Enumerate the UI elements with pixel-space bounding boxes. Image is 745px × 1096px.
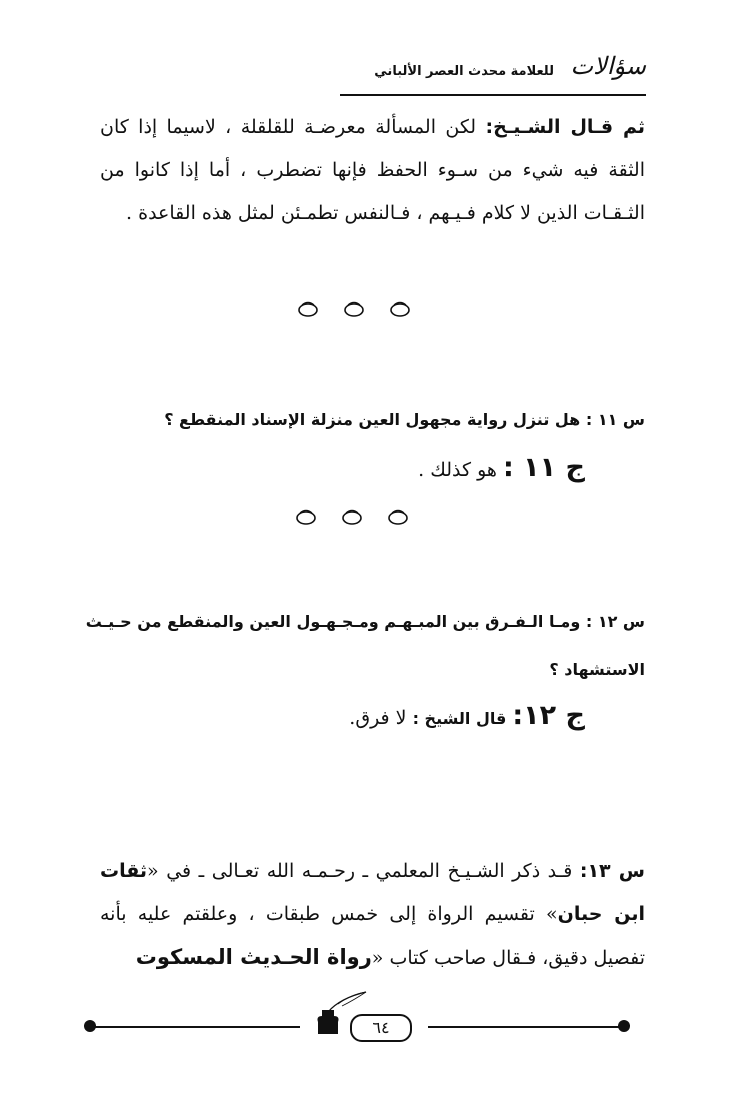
footer-line-left xyxy=(90,1026,300,1028)
footer-line-right xyxy=(428,1026,624,1028)
ornament-icon xyxy=(340,508,364,526)
section-ornament xyxy=(294,508,410,526)
header-subtitle: للعلامة محدث العصر الألباني xyxy=(374,64,554,79)
page-number: ٦٤ xyxy=(350,1014,412,1042)
ornament-icon xyxy=(342,300,366,318)
question-12-line-2: الاستشهاد ؟ xyxy=(549,660,645,679)
header-rule xyxy=(340,94,646,96)
question-text: قـد ذكر الشـيـخ المعلمي ـ رحـمـه الله تعـالى ـ في « xyxy=(147,860,573,882)
book-title: ثقات ابن حبان xyxy=(100,860,645,925)
question-11: س ١١ : هل تنزل رواية مجهول العين منزلة الإسناد المنقطع ؟ xyxy=(164,410,645,429)
answer-speaker: قال الشيخ : xyxy=(412,709,507,728)
section-ornament xyxy=(296,300,412,318)
paragraph-sheikh-answer xyxy=(100,106,645,235)
answer-prefix: ج ١٢: xyxy=(512,700,585,731)
question-text-cont: » تقسيم الرواة إلى خمس طبقات ، وعلقتم عليه بأنه تفصيل دقيق، فـقال صاحب كتاب « xyxy=(100,903,645,969)
header-title: سؤالات xyxy=(570,52,646,80)
answer-text: لا فرق. xyxy=(349,707,407,729)
answer-prefix: ج ١١ : xyxy=(502,452,585,483)
footer-dot-right xyxy=(618,1020,630,1032)
question-13 xyxy=(100,850,645,980)
book-title-2: رواة الحـديث المسكوت xyxy=(135,945,372,969)
speaker-label: ثم قـال الشـيـخ: xyxy=(485,116,645,138)
answer-text: هو كذلك . xyxy=(418,459,497,481)
answer-12 xyxy=(349,700,585,731)
question-12-line-1: س ١٢ : ومـا الـفـرق بين المبـهـم ومـجـهـول العين والمنقطع من حـيـث xyxy=(85,612,645,631)
running-header xyxy=(340,46,646,94)
ornament-icon xyxy=(386,508,410,526)
question-prefix: س ١٣: xyxy=(579,860,645,882)
ornament-icon xyxy=(296,300,320,318)
ornament-icon xyxy=(294,508,318,526)
answer-11 xyxy=(418,452,585,483)
ornament-icon xyxy=(388,300,412,318)
paragraph-text: لكن المسألة معرضـة للقلقلة ، لاسيما إذا كان الثقة فيه شيء من سـوء الحفظ فإنها تضطرب ، أما إذا كانوا من الثـقـات الذين لا كلام فـيـهم ، فـالنفس تطمـئن لمثل هذه القاعدة . xyxy=(100,116,645,224)
